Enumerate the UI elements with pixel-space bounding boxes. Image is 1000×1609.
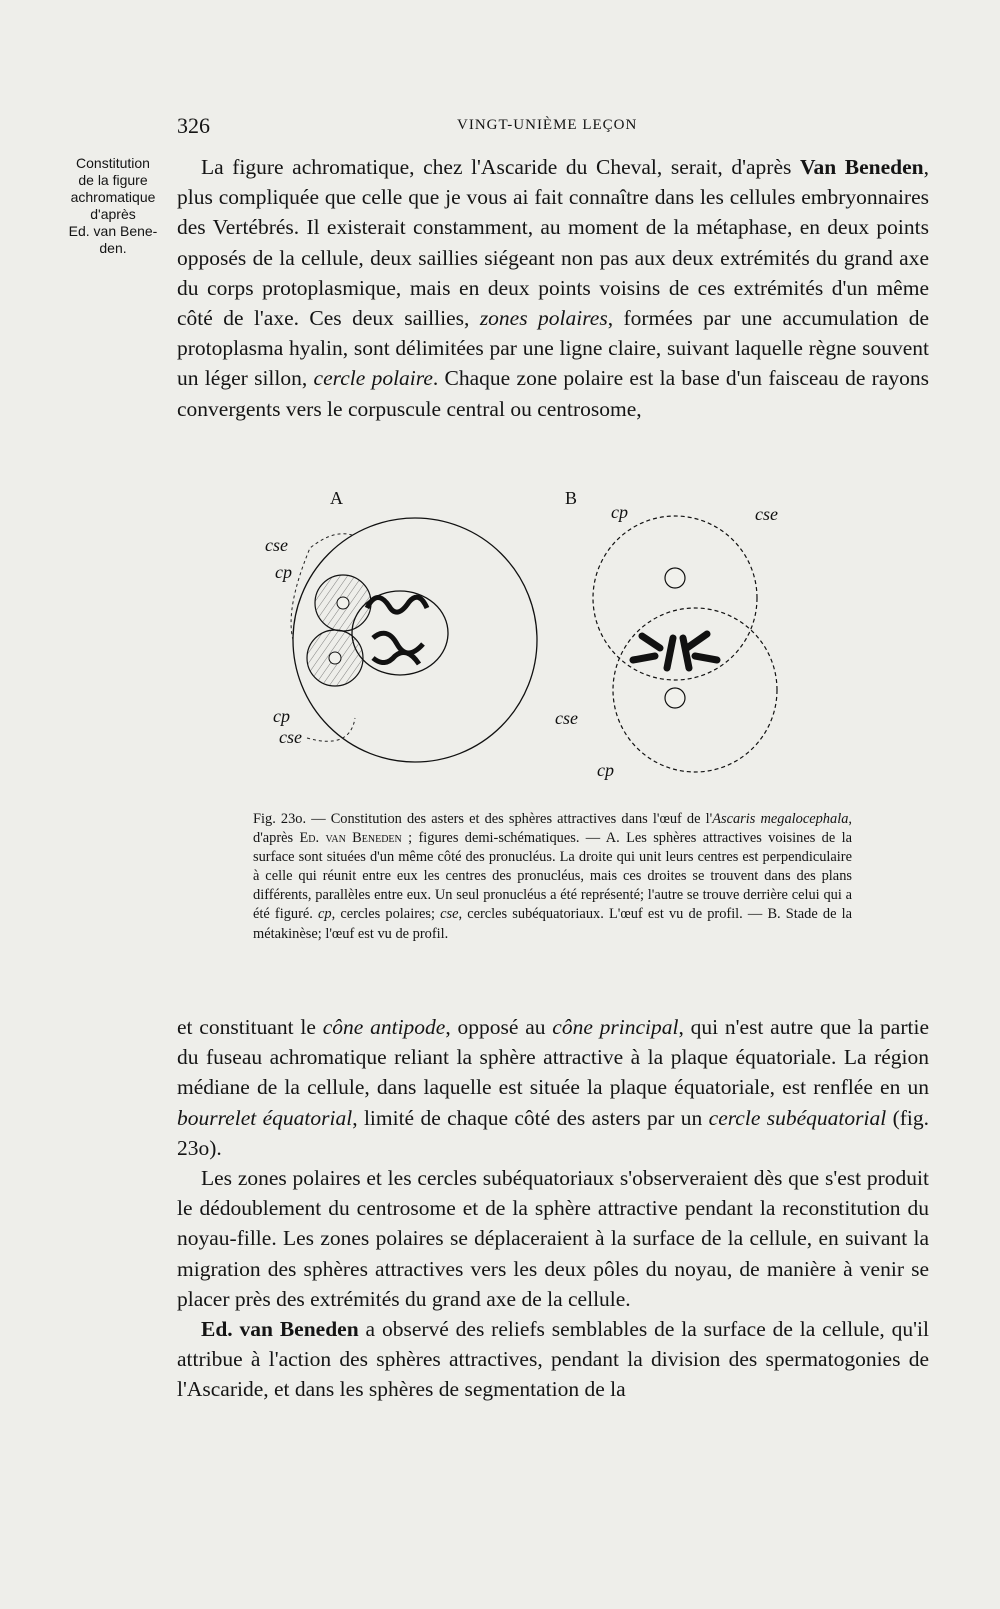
margin-note bbox=[58, 155, 168, 257]
margin-note-line: d'après bbox=[90, 206, 136, 222]
centrosome-b-lower bbox=[665, 688, 685, 708]
caption-text: — Constitution des asters et des sphères attractives dans l'œuf de l' bbox=[306, 811, 713, 827]
page-number: 326 bbox=[177, 113, 210, 138]
pronucleus-a bbox=[352, 591, 448, 675]
text-run: (fig. 23o). bbox=[177, 1105, 929, 1160]
margin-note-line: Constitution bbox=[76, 155, 150, 171]
text-run: . Chaque zone polaire est la base d'un faisceau de rayons convergents vers le corpuscule central ou centrosome, bbox=[177, 366, 929, 421]
caption-figure-label: Fig. 23o. bbox=[253, 811, 307, 827]
figure-230 bbox=[255, 488, 855, 808]
cse-arc-a-bottom bbox=[307, 718, 355, 741]
term-italic: cône antipode bbox=[322, 1015, 446, 1039]
caption-italic: Ascaris megalocephala bbox=[712, 811, 849, 827]
text-run: , limité de chaque côté des asters par un bbox=[352, 1105, 709, 1130]
centrosome-b-upper bbox=[665, 568, 685, 588]
label-cse-b-top: cse bbox=[755, 504, 778, 524]
label-cse-a-top: cse bbox=[265, 535, 288, 555]
caption-author: Ed. van Beneden bbox=[299, 830, 402, 847]
body-paragraphs-bottom bbox=[177, 1012, 929, 1405]
figure-label-b: B bbox=[565, 488, 578, 508]
label-cp-a-bottom: cp bbox=[273, 706, 290, 726]
caption-text: , d'après bbox=[253, 811, 853, 847]
caption-italic: cse bbox=[440, 906, 459, 923]
term-italic: cercle subéquatorial bbox=[708, 1105, 887, 1130]
label-cp-b-bottom: cp bbox=[597, 760, 614, 780]
text-run: , formées par une accumulation de protoplasma hyalin, sont délimitées par une ligne claire, suivant laquelle règne souvent un léger sillon, bbox=[177, 306, 929, 391]
margin-note-line: den. bbox=[99, 240, 127, 256]
text-run: , opposé au bbox=[445, 1015, 553, 1039]
text-run: La figure achromatique, chez l'Ascaride du Cheval, serait, d'après bbox=[201, 155, 800, 179]
margin-note-line: de la figure bbox=[78, 172, 148, 188]
term-italic: zones polaires bbox=[479, 306, 608, 331]
term-italic: cercle polaire bbox=[313, 366, 433, 391]
chromosomes-b bbox=[633, 634, 717, 668]
margin-note-line: achromatique bbox=[70, 189, 156, 205]
author-name: Ed. van Beneden bbox=[201, 1317, 359, 1342]
paragraph bbox=[177, 1012, 929, 1163]
text-run: et constituant le bbox=[177, 1015, 323, 1039]
figure-label-a: A bbox=[330, 488, 343, 508]
caption-text: ; figures demi-schématiques. — A. Les sphères attractives voisines de la surface sont situées d'un même côté des pronucléus. La droite qui unit leurs centres est perpendiculaire à celle qui réunit entre eux les centres des pronucléus, mais ces droites se trouvent dans des plans différents, parallèles entre eux. Un seul pronucléus a été représenté; l'autre se trouve derrière celui qui a été figuré. bbox=[253, 830, 852, 923]
margin-note-line: Ed. van Bene- bbox=[68, 223, 158, 239]
author-name: Van Beneden bbox=[799, 155, 924, 179]
label-cse-a-bottom: cse bbox=[279, 727, 302, 747]
term-italic: bourrelet équatorial bbox=[177, 1105, 353, 1130]
centrosome-a-upper bbox=[337, 597, 349, 609]
figure-illustration bbox=[255, 488, 855, 808]
caption-text: , cercles polaires; bbox=[331, 906, 441, 923]
text-run: a observé des reliefs semblables de la surface de la cellule, qu'il attribue à l'action des sphères attractives, pendant la division des spermatogonies de l'Ascaride, et dans les sphères de segmentation de la bbox=[177, 1317, 929, 1402]
sphere-b-upper bbox=[593, 516, 757, 680]
label-cse-b-left: cse bbox=[555, 708, 578, 728]
term-italic: cône principal bbox=[552, 1015, 679, 1039]
caption-italic: cp bbox=[318, 906, 332, 923]
sphere-b-lower bbox=[613, 608, 777, 772]
caption-text: , cercles subéquatoriaux. L'œuf est vu de profil. — B. Stade de la métakinèse; l'œuf est vu de profil. bbox=[253, 906, 852, 942]
text-run: , plus compliquée que celle que je vous ai fait connaître dans les cellules embryonnaires des Vertébrés. Il existerait constamment, au moment de la métaphase, en deux points opposés de la cellule, deux saillies siégeant non pas aux deux extrémités du grand axe du corps protoplasmique, mais en deux points voisins de ces extrémités d'un même côté de l'axe. Ces deux saillies, bbox=[177, 155, 929, 331]
centrosome-a-lower bbox=[329, 652, 341, 664]
paragraph: Les zones polaires et les cercles subéquatoriaux s'observeraient dès que s'est produit le dédoublement du centrosome et de la sphère attractive pendant la reconstitution du noyau-fille. Les zones polaires se déplaceraient à la surface de la cellule, en suivant la migration des sphères attractives vers les deux pôles du noyau, de manière à venir se placer près des extrémités du grand axe de la cellule. bbox=[177, 1166, 929, 1311]
page-header bbox=[177, 113, 927, 143]
label-cp-a-top: cp bbox=[275, 562, 292, 582]
body-paragraph-top bbox=[177, 152, 929, 424]
figure-caption bbox=[253, 810, 852, 944]
chromatin-a bbox=[367, 597, 427, 664]
running-head: VINGT-UNIÈME LEÇON bbox=[457, 117, 638, 133]
label-cp-b-top: cp bbox=[611, 502, 628, 522]
text-run: , qui n'est autre que la partie du fuseau achromatique reliant la sphère attractive à la plaque équatoriale. La région médiane de la cellule, dans laquelle est située la plaque équatoriale, est renflée en un bbox=[177, 1015, 930, 1100]
paragraph bbox=[177, 1314, 929, 1405]
paragraph bbox=[177, 152, 929, 424]
